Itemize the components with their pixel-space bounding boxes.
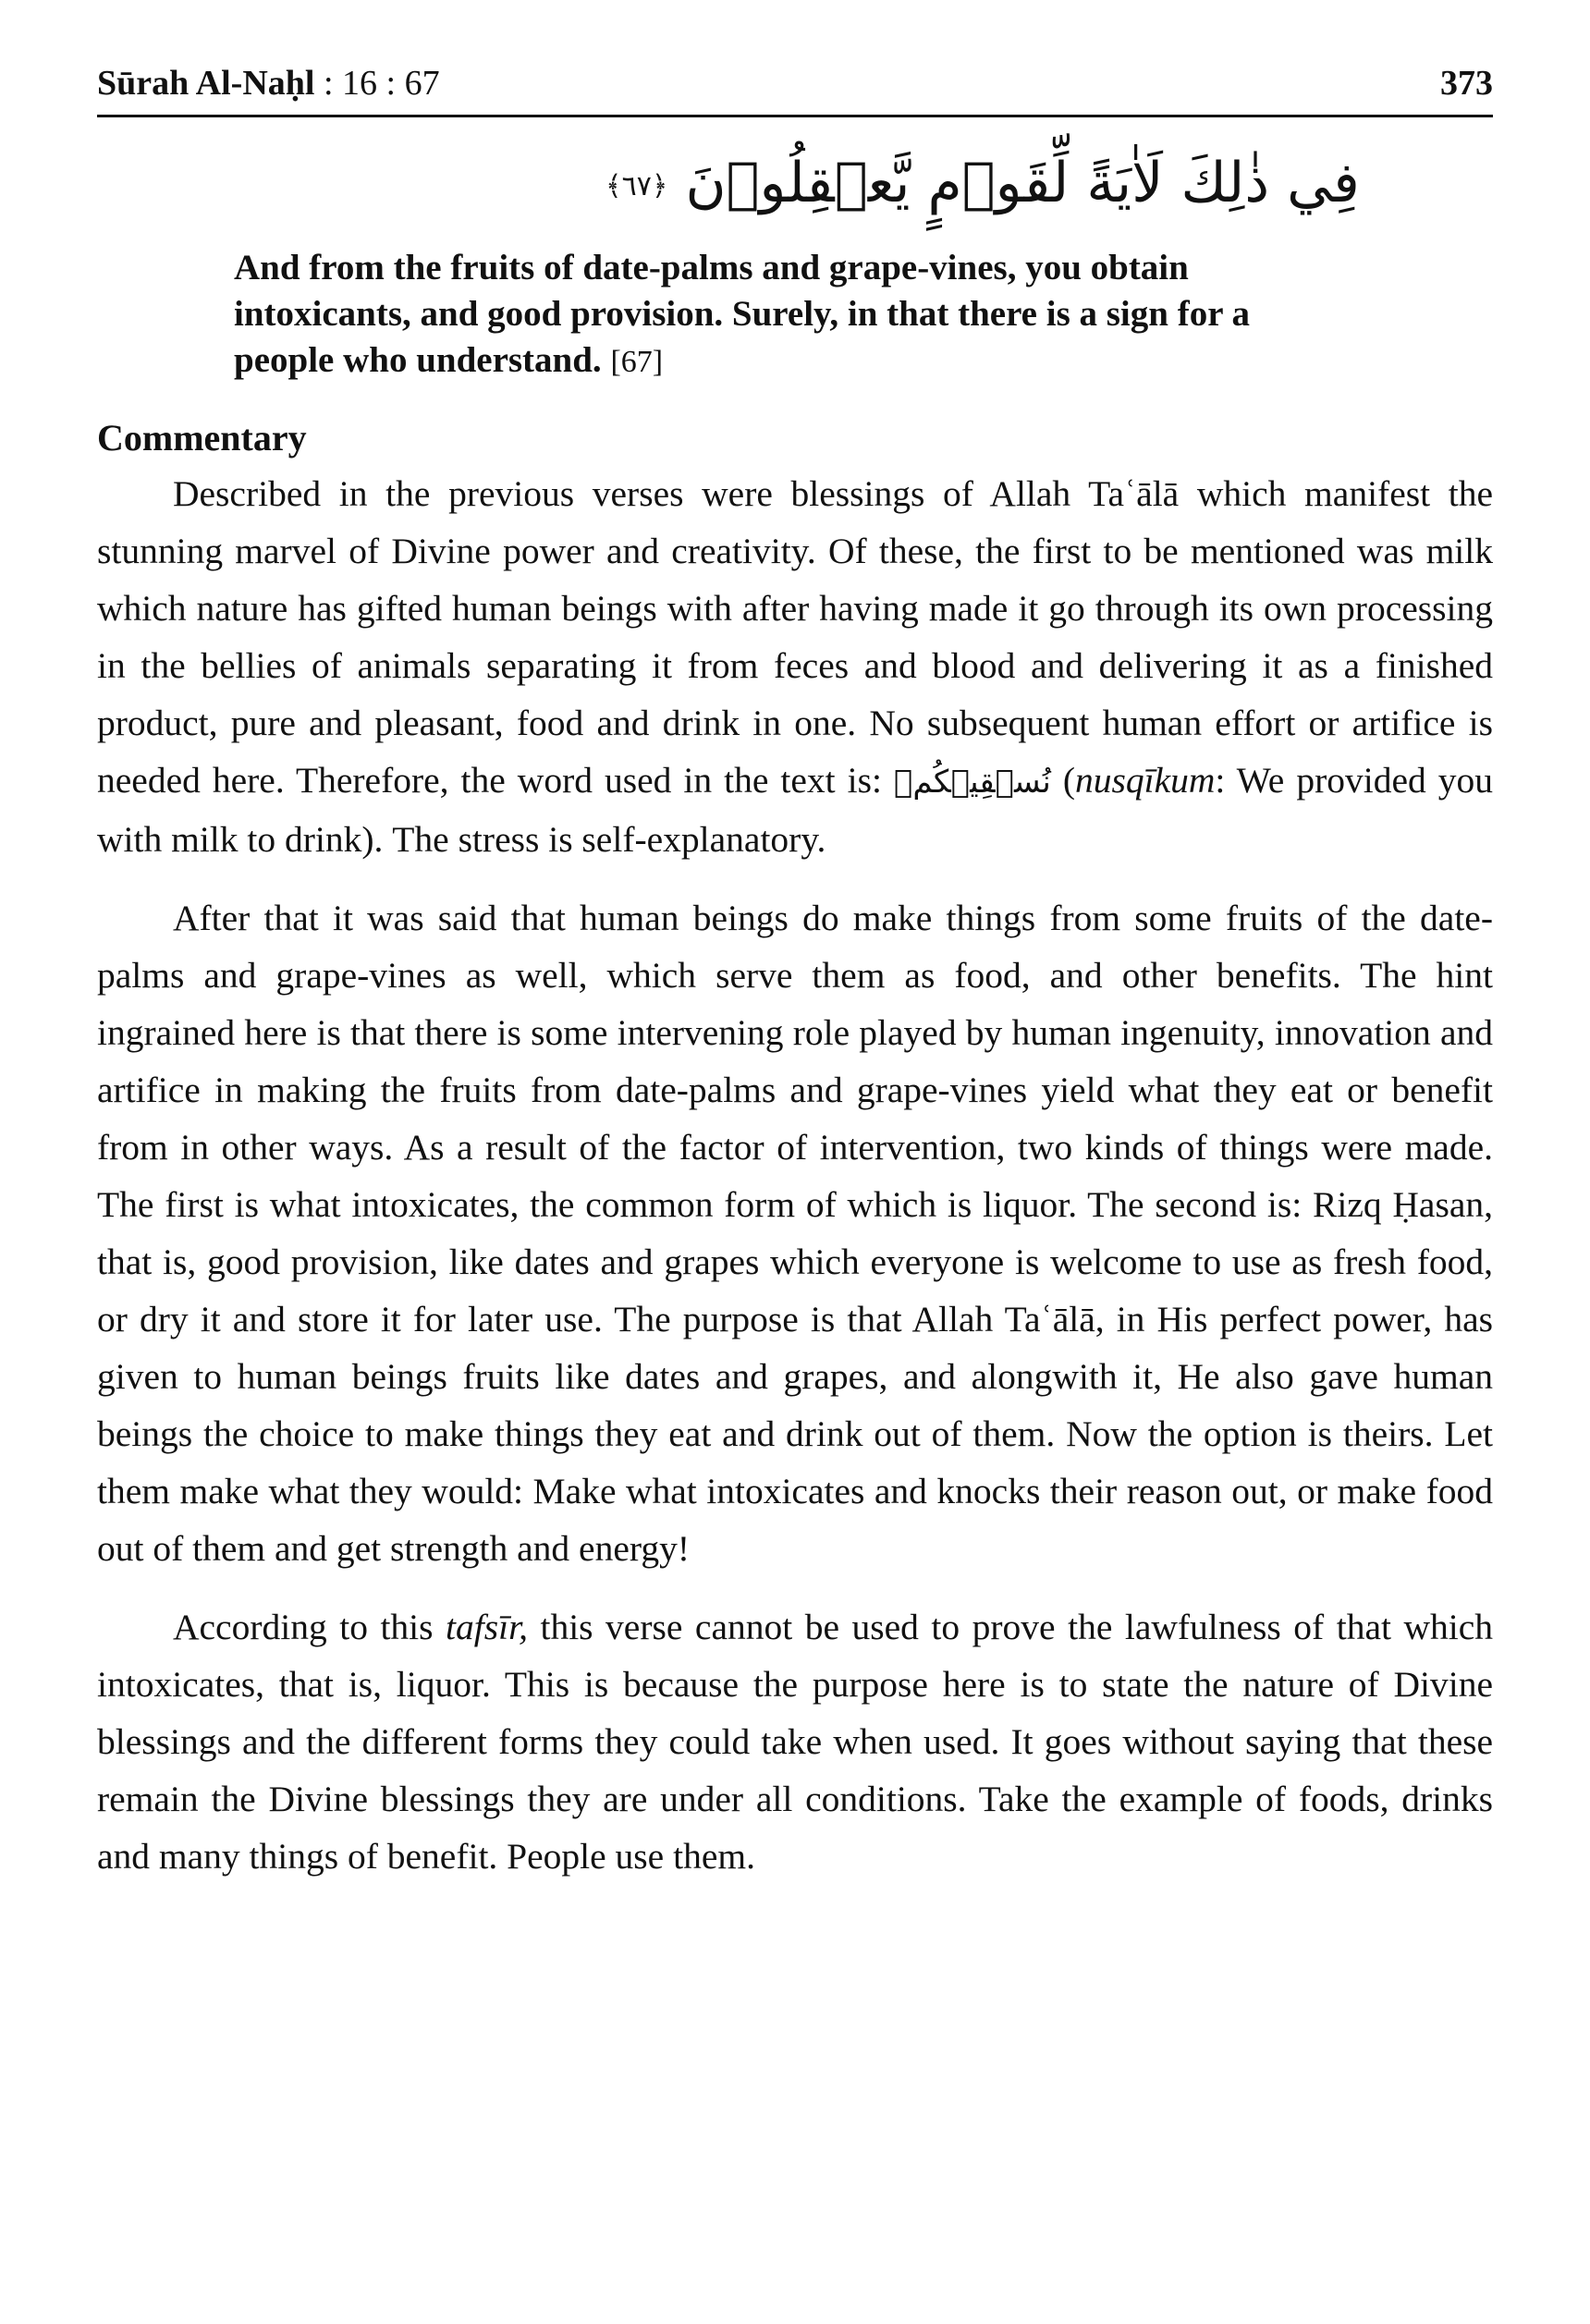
- paragraph-3-text: According to this: [173, 1607, 446, 1647]
- page-number: 373: [1440, 64, 1493, 103]
- term-tafsir: tafsīr,: [446, 1607, 528, 1647]
- paragraph-1-paren: (: [1050, 760, 1075, 801]
- verse-end-marker: ﴿٦٧﴾: [605, 169, 668, 202]
- book-page: [97, 55, 1493, 1885]
- running-head: [97, 55, 1493, 117]
- paragraph-3-text-end: this verse cannot be used to prove the lawfulness of that which intoxicates, that is, liquor. This is because the purpose here is to state the nature of Divine blessings and the different forms they could take when used. It goes without saying that these remain the Divine blessings they are under all conditions. Take the example of foods, drinks and many things of benefit. People use them.: [97, 1607, 1493, 1877]
- verse-translation: [234, 245, 1352, 385]
- arabic-verse-text: فِي ذٰلِكَ لَاٰيَةً لِّقَوۡمٍ يَّعۡقِلُوۡنَ: [685, 151, 1360, 215]
- translation-text: And from the fruits of date-palms and grape-vines, you obtain intoxicants, and good provision. Surely, in that there is a sign for a people who understand.: [234, 248, 1251, 380]
- section-heading: Commentary: [97, 417, 307, 459]
- commentary-paragraph-1: [97, 465, 1493, 868]
- surah-reference: : 16 : 67: [323, 64, 440, 103]
- arabic-verse: [97, 153, 1493, 214]
- transliteration: nusqīkum: [1075, 760, 1216, 801]
- surah-name: Sūrah Al-Naḥl: [97, 64, 315, 103]
- arabic-word: نُسۡقِيۡكُمۡ: [893, 764, 1051, 801]
- running-title: [97, 63, 440, 104]
- verse-number: [67]: [610, 345, 664, 379]
- paragraph-1-text-end: : We provided you with milk to drink). The stress is self-explanatory.: [97, 760, 1493, 860]
- commentary-paragraph-3: [97, 1598, 1493, 1885]
- commentary-paragraph-2: After that it was said that human beings do make things from some fruits of the date-palms and grape-vines as well, which serve them as food, and other benefits. The hint ingrained here is that there is some intervening role played by human ingenuity, innovation and artifice in making the fruits from date-palms and grape-vines yield what they eat or benefit from in other ways. As a result of the factor of intervention, two kinds of things were made. The first is what intoxicates, the common form of which is liquor. The second is: Rizq Ḥasan, that is, good provision, like dates and grapes which everyone is welcome to use as fresh food, or dry it and store it for later use. The purpose is that Allah Taʿālā, in His perfect power, has given to human beings fruits like dates and grapes, and alongwith it, He also gave human beings the choice to make things they eat and drink out of them. Now the option is theirs. Let them make what they would: Make what intoxicates and knocks their reason out, or make food out of them and get strength and energy!: [97, 898, 1493, 1569]
- paragraph-1-text: Described in the previous verses were blessings of Allah Taʿālā which manifest the stunning marvel of Divine power and creativity. Of these, the first to be mentioned was milk which nature has gifted human beings with after having made it go through its own processing in the bellies of animals separating it from feces and blood and delivering it as a finished product, pure and pleasant, food and drink in one. No subsequent human effort or artifice is needed here. Therefore, the word used in the text is:: [97, 473, 1493, 801]
